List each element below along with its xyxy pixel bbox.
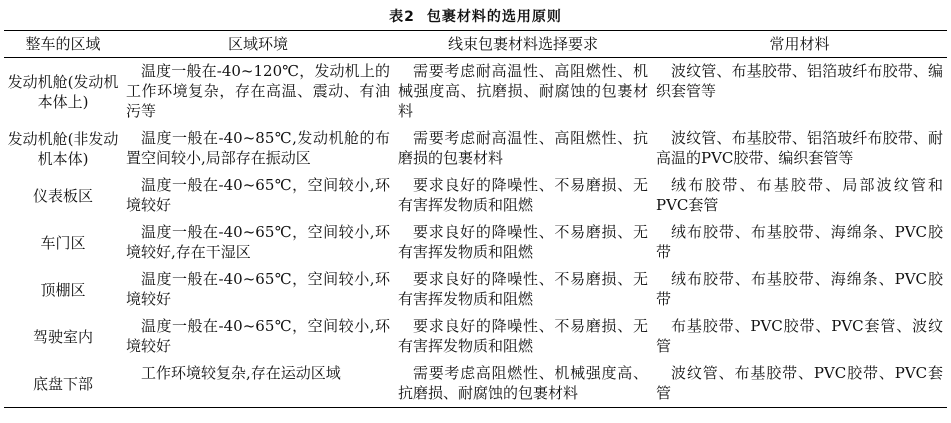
requirements-cell: 需要考虑耐高温性、高阻燃性、抗磨损的包裹材料 (398, 129, 648, 167)
zone-cell: 底盘下部 (32, 374, 93, 393)
zone-cell: 发动机舱(非发动机本体) (7, 129, 119, 168)
zone-cell: 驾驶室内 (32, 327, 93, 346)
material-selection-table (4, 30, 947, 408)
materials-cell: 绒布胶带、布基胶带、海绵条、PVC胶带 (656, 223, 943, 261)
requirements-cell: 要求良好的降噪性、不易磨损、无有害挥发物质和阻燃 (398, 270, 648, 308)
table-row (4, 172, 947, 219)
requirements-cell: 要求良好的降噪性、不易磨损、无有害挥发物质和阻燃 (398, 176, 648, 214)
materials-cell: 波纹管、布基胶带、铝箔玻纤布胶带、耐高温的PVC胶带、编织套管等 (656, 129, 943, 167)
requirements-cell: 需要考虑耐高温性、高阻燃性、机械强度高、抗磨损、耐腐蚀的包裹材料 (398, 62, 648, 120)
environment-cell: 温度一般在-40~65℃，空间较小,环境较好 (126, 176, 390, 214)
zone-cell: 车门区 (40, 233, 86, 252)
zone-cell: 发动机舱(发动机本体上) (7, 72, 119, 111)
table-row (4, 219, 947, 266)
environment-cell: 温度一般在-40~120℃，发动机上的工作环境复杂，存在高温、震动、有油污等 (126, 62, 390, 120)
materials-cell: 绒布胶带、布基胶带、局部波纹管和PVC套管 (656, 176, 943, 214)
header-environment: 区域环境 (227, 35, 288, 53)
table-row (4, 58, 947, 126)
requirements-cell: 要求良好的降噪性、不易磨损、无有害挥发物质和阻燃 (398, 223, 648, 261)
table-row (4, 125, 947, 172)
table-row (4, 266, 947, 313)
environment-cell: 工作环境较复杂,存在运动区域 (141, 364, 341, 382)
materials-cell: 布基胶带、PVC胶带、PVC套管、波纹管 (656, 317, 943, 355)
materials-cell: 波纹管、布基胶带、铝箔玻纤布胶带、编织套管等 (656, 62, 943, 100)
header-requirements: 线束包裹材料选择要求 (447, 35, 598, 53)
table-row (4, 313, 947, 360)
table-header (4, 31, 947, 58)
zone-cell: 顶棚区 (40, 280, 86, 299)
table-caption-title: 包裹材料的选用原则 (426, 9, 562, 25)
materials-cell: 绒布胶带、布基胶带、海绵条、PVC胶带 (656, 270, 943, 308)
table-caption-label: 表2 (389, 9, 415, 25)
table-body (4, 58, 947, 408)
table-row (4, 360, 947, 408)
header-zone: 整车的区域 (25, 35, 101, 53)
header-materials: 常用材料 (769, 35, 830, 53)
zone-cell: 仪表板区 (32, 186, 93, 205)
header-row (4, 31, 947, 58)
environment-cell: 温度一般在-40~65℃，空间较小,环境较好 (126, 270, 390, 308)
environment-cell: 温度一般在-40~65℃，空间较小,环境较好,存在干湿区 (126, 223, 390, 261)
materials-cell: 波纹管、布基胶带、PVC胶带、PVC套管 (656, 364, 943, 402)
table-caption (0, 6, 951, 26)
environment-cell: 温度一般在-40~65℃，空间较小,环境较好 (126, 317, 390, 355)
requirements-cell: 要求良好的降噪性、不易磨损、无有害挥发物质和阻燃 (398, 317, 648, 355)
requirements-cell: 需要考虑高阻燃性、机械强度高、抗磨损、耐腐蚀的包裹材料 (398, 364, 648, 402)
environment-cell: 温度一般在-40~85℃,发动机舱的布置空间较小,局部存在振动区 (126, 129, 390, 167)
